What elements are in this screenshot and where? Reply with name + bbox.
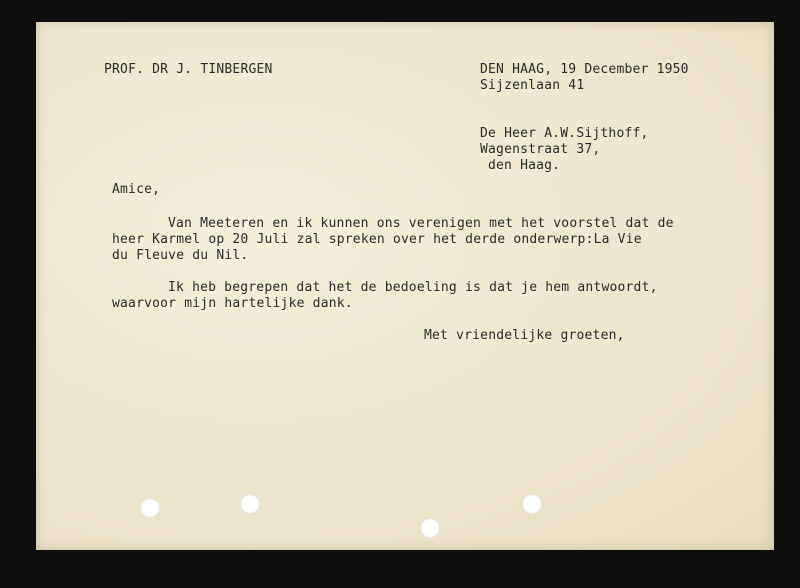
recipient-name: De Heer A.W.Sijthoff, — [480, 126, 649, 141]
recipient-street: Wagenstraat 37, — [480, 142, 601, 157]
recipient-city: den Haag. — [488, 158, 561, 173]
paragraph2-line2: waarvoor mijn hartelijke dank. — [112, 296, 353, 311]
closing: Met vriendelijke groeten, — [424, 328, 625, 343]
sender-name: PROF. DR J. TINBERGEN — [104, 62, 273, 77]
punch-hole — [240, 494, 260, 514]
paragraph1-line2: heer Karmel op 20 Juli zal spreken over het derde onderwerp:La Vie — [112, 232, 642, 247]
punch-hole — [522, 494, 542, 514]
punch-hole — [420, 518, 440, 538]
place-date: DEN HAAG, 19 December 1950 — [480, 62, 689, 77]
sender-address: Sijzenlaan 41 — [480, 78, 585, 93]
punch-hole — [140, 498, 160, 518]
letter-paper — [36, 22, 774, 550]
paragraph1-line1: Van Meeteren en ik kunnen ons verenigen met het voorstel dat de — [168, 216, 674, 231]
paragraph2-line1: Ik heb begrepen dat het de bedoeling is dat je hem antwoordt, — [168, 280, 658, 295]
paragraph1-line3: du Fleuve du Nil. — [112, 248, 249, 263]
salutation: Amice, — [112, 182, 161, 197]
